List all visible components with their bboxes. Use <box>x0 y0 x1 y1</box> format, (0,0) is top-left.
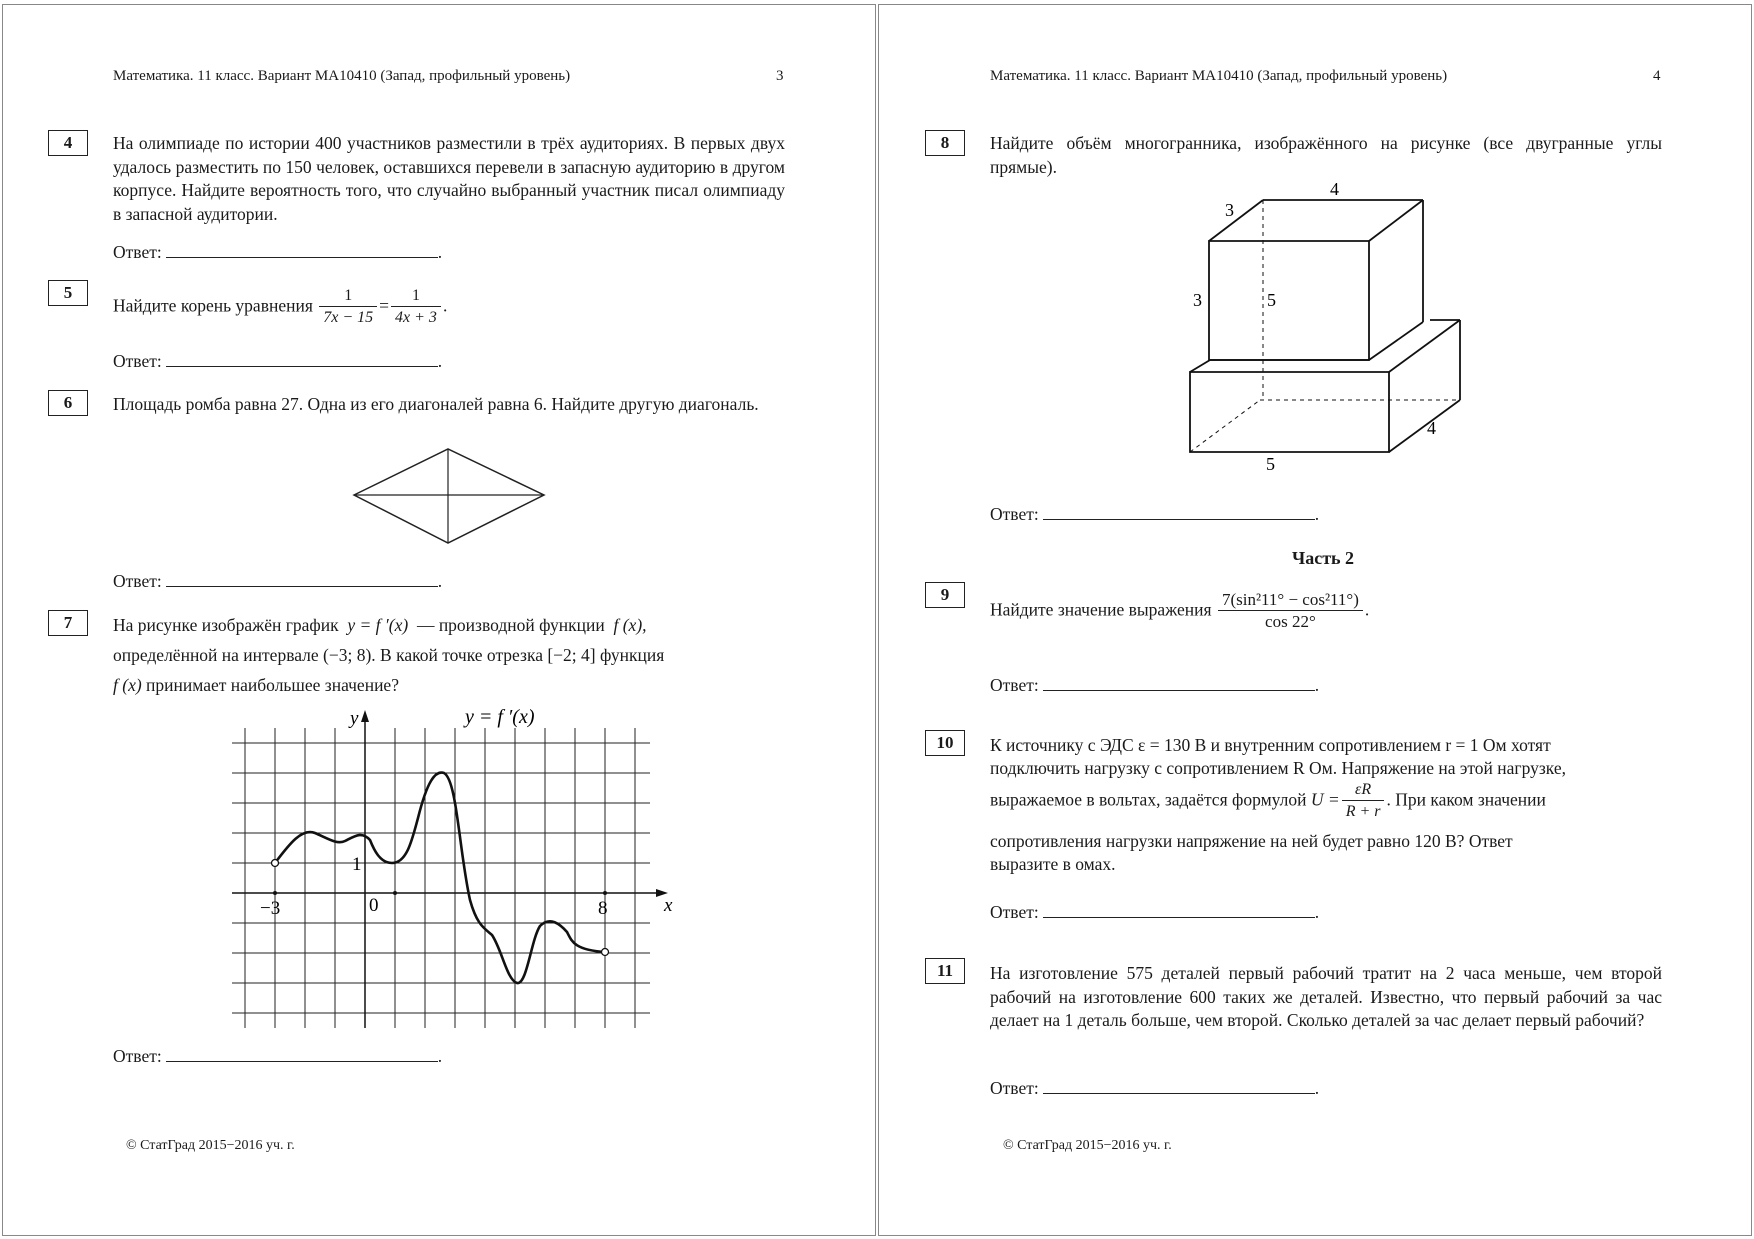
label-top-depth: 3 <box>1225 200 1234 220</box>
answer-label: Ответ: <box>113 1046 162 1066</box>
answer-line[interactable] <box>166 572 438 587</box>
answer-label: Ответ: <box>990 902 1039 922</box>
task-10-line-2: подключить нагрузку с сопротивлением R Ом. Напряжение на этой нагрузке, <box>990 758 1566 778</box>
task-6-number: 6 <box>48 390 88 416</box>
answer-label: Ответ: <box>113 571 162 591</box>
polyhedron-figure <box>1180 178 1480 478</box>
task-7-line-1: На рисунке изображён график y = f ′(x) — производной функции f (x), <box>113 615 647 635</box>
task-11-text: На изготовление 575 деталей первый рабочий тратит на 2 часа меньше, чем второй рабочий на изготовление 600 таких же деталей. Известно, что первый рабочий за час делает на 1 деталь больше, чем второй. Сколько деталей за час делает первый рабочий? <box>990 963 1662 1030</box>
answer-line[interactable] <box>1043 505 1315 520</box>
open-endpoint-left <box>272 860 279 867</box>
task-10-answer[interactable]: Ответ: . <box>990 902 1320 922</box>
top-cube-front <box>1209 241 1369 360</box>
task-10-fraction: $\frac{\varepsilon R}{R + r}$ <box>1342 780 1385 823</box>
task-7-line-3: f (x) принимает наибольшее значение? <box>113 675 399 695</box>
task-5-number: 5 <box>48 280 88 306</box>
task-8-number: 8 <box>925 130 965 156</box>
label-inner-height: 5 <box>1267 290 1276 310</box>
task-5-answer[interactable]: Ответ: . <box>113 351 443 371</box>
left-footer: © СтатГрад 2015−2016 уч. г. <box>126 1138 295 1153</box>
task-10-line-4: сопротивления нагрузки напряжение на ней будет равно 120 В? Ответ <box>990 831 1513 851</box>
rhombus-outline <box>354 449 544 543</box>
bottom-block-front <box>1190 372 1389 452</box>
task-4-answer[interactable]: Ответ: . <box>113 242 443 262</box>
answer-label: Ответ: <box>990 1078 1039 1098</box>
task-10-line-5: выразите в омах. <box>990 854 1116 874</box>
answer-line[interactable] <box>166 352 438 367</box>
answer-line[interactable] <box>166 1047 438 1062</box>
tick-label-0: 0 <box>369 895 379 916</box>
y-axis-label: y <box>350 708 359 729</box>
answer-line[interactable] <box>1043 903 1315 918</box>
answer-label: Ответ: <box>113 242 162 262</box>
task-5-eq: = <box>379 295 390 316</box>
task-4-text: На олимпиаде по истории 400 участников разместили в трёх аудиториях. В первых двух удалось разместить по 150 человек, оставшихся перевели в запасную аудиторию в другом корпусе. Найдите вероятность того, что случайно выбранный участник писал олимпиаду в запасной аудитории. <box>113 133 785 224</box>
task-8-text: Найдите объём многогранника, изображённого на рисунке (все двугранные углы прямые). <box>990 133 1662 177</box>
open-endpoint-right <box>602 949 609 956</box>
answer-line[interactable] <box>166 243 438 258</box>
task-5-text: Найдите корень уравнения $\frac{1}{7x - 15}$ = $\frac{1}{4x + 3}$ . <box>113 286 785 329</box>
tick-label-1: 1 <box>352 854 362 875</box>
task-5-fraction-2: $\frac{1}{4x + 3}$ <box>391 286 441 329</box>
right-footer: © СтатГрад 2015−2016 уч. г. <box>1003 1138 1172 1153</box>
task-7-line-2: определённой на интервале (−3; 8). В какой точке отрезка [−2; 4] функция <box>113 645 665 665</box>
task-6-text: Площадь ромба равна 27. Одна из его диагоналей равна 6. Найдите другую диагональ. <box>113 394 759 414</box>
right-header: Математика. 11 класс. Вариант МА10410 (Запад, профильный уровень) <box>990 68 1448 84</box>
task-11-number: 11 <box>925 958 965 984</box>
rhombus-figure <box>352 447 546 547</box>
right-page-number: 4 <box>1653 68 1661 84</box>
answer-line[interactable] <box>1043 676 1315 691</box>
task-10-line-3: выражаемое в вольтах, задаётся формулой U = $\frac{\varepsilon R}{R + r}$ . При каком значении <box>990 780 1662 823</box>
label-bottom-depth: 4 <box>1427 418 1436 438</box>
answer-label: Ответ: <box>113 351 162 371</box>
part-2-title: Часть 2 <box>1292 548 1355 568</box>
tick-label-8: 8 <box>598 898 608 919</box>
task-8-answer[interactable]: Ответ: . <box>990 504 1320 524</box>
label-top: 4 <box>1330 179 1339 199</box>
left-page-number: 3 <box>776 68 784 84</box>
x-axis-label: x <box>664 895 673 916</box>
answer-label: Ответ: <box>990 675 1039 695</box>
task-5-lead: Найдите корень уравнения <box>113 295 313 316</box>
function-label: y = f ′(x) <box>465 706 535 728</box>
task-4-number: 4 <box>48 130 88 156</box>
answer-line[interactable] <box>1043 1079 1315 1094</box>
derivative-graph <box>222 700 682 1032</box>
answer-label: Ответ: <box>990 504 1039 524</box>
task-10-number: 10 <box>925 730 965 756</box>
task-10-line-1: К источнику с ЭДС ε = 130 В и внутренним сопротивлением r = 1 Ом хотят <box>990 735 1551 755</box>
task-6-answer[interactable]: Ответ: . <box>113 571 443 591</box>
task-7-number: 7 <box>48 610 88 636</box>
label-left-height: 3 <box>1193 290 1202 310</box>
y-axis-arrow <box>361 710 369 722</box>
task-9-answer[interactable]: Ответ: . <box>990 675 1320 695</box>
left-header: Математика. 11 класс. Вариант МА10410 (Запад, профильный уровень) <box>113 68 571 84</box>
task-9-text: Найдите значение выражения $\frac{\text{7(sin²11° − cos²11°)}}{\cos 22^\circ}$ . <box>990 590 1370 631</box>
curve-f-prime <box>275 773 605 984</box>
tick-label-minus-3: −3 <box>260 898 281 919</box>
task-11-answer[interactable]: Ответ: . <box>990 1078 1320 1098</box>
task-7-answer[interactable]: Ответ: . <box>113 1046 443 1066</box>
label-bottom-width: 5 <box>1266 454 1275 474</box>
task-9-number: 9 <box>925 582 965 608</box>
task-9-fraction: $\frac{\text{7(sin²11° − cos²11°)}}{\cos 22^\circ}$ <box>1218 590 1363 633</box>
task-5-fraction-1: $\frac{1}{7x - 15}$ <box>319 286 377 329</box>
